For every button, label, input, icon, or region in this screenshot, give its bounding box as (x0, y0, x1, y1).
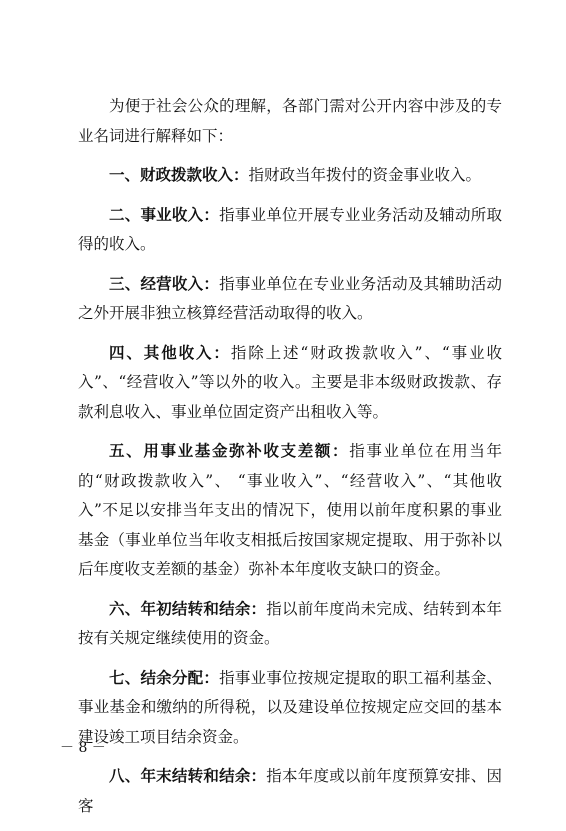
definition-item-6 (78, 595, 502, 654)
definition-term: 二、事业收入： (109, 205, 220, 224)
document-body (78, 92, 502, 831)
definition-item-4 (78, 339, 502, 428)
page-number: － 8 － (60, 740, 106, 756)
definition-item-8 (78, 762, 502, 821)
definition-text: 指本年度或以前年度预算安排、因客 (78, 767, 502, 815)
definition-term: 六、年初结转和结余： (109, 599, 267, 618)
definition-term: 七、结余分配： (109, 668, 220, 687)
definition-item-2 (78, 201, 502, 260)
definition-text: 指事业事位按规定提取的职工福利基金、事业基金和缴纳的所得税，以及建设单位按规定应交回的基本建设竣工项目结余资金。 (78, 668, 502, 746)
definition-term: 八、年末结转和结余： (109, 767, 267, 785)
definition-text: 指除上述“财政拨款收入”、“事业收入”、“经营收入”等以外的收入。主要是非本级财政拨款、存款利息收入、事业单位固定资产出租收入等。 (78, 343, 502, 421)
definition-term: 五、用事业基金弥补收支差额： (109, 442, 350, 460)
definition-text: 指事业单位在专业业务活动及其辅助活动之外开展非独立核算经营活动取得的收入。 (78, 274, 502, 322)
definition-text: 指事业单位开展专业业务活动及辅动所取得的收入。 (78, 205, 502, 253)
definition-item-5 (78, 437, 502, 585)
definition-term: 一、财政拨款收入： (109, 166, 249, 184)
definition-term: 三、经营收入： (109, 274, 220, 293)
definition-item-1 (78, 161, 502, 191)
definition-item-3 (78, 270, 502, 329)
intro-paragraph: 为便于社会公众的理解，各部门需对公开内容中涉及的专业名词进行解释如下： (78, 97, 502, 145)
definition-text: 指事业单位在用当年的“财政拨款收入”、 “事业收入”、“经营收入”、“其他收入”不足以安排当年支出的情况下，使用以前年度积累的事业基金（事业单位当年收支相抵后按国家规定提取、用于弥补以后年度收支差额的基金）弥补本年度收支缺口的资金。 (78, 442, 502, 578)
definition-term: 四、其他收入： (109, 343, 231, 362)
definition-text: 指以前年度尚未完成、结转到本年按有关规定继续使用的资金。 (78, 599, 502, 647)
definition-text: 指财政当年拨付的资金事业收入。 (248, 166, 482, 184)
definition-item-7 (78, 664, 502, 753)
